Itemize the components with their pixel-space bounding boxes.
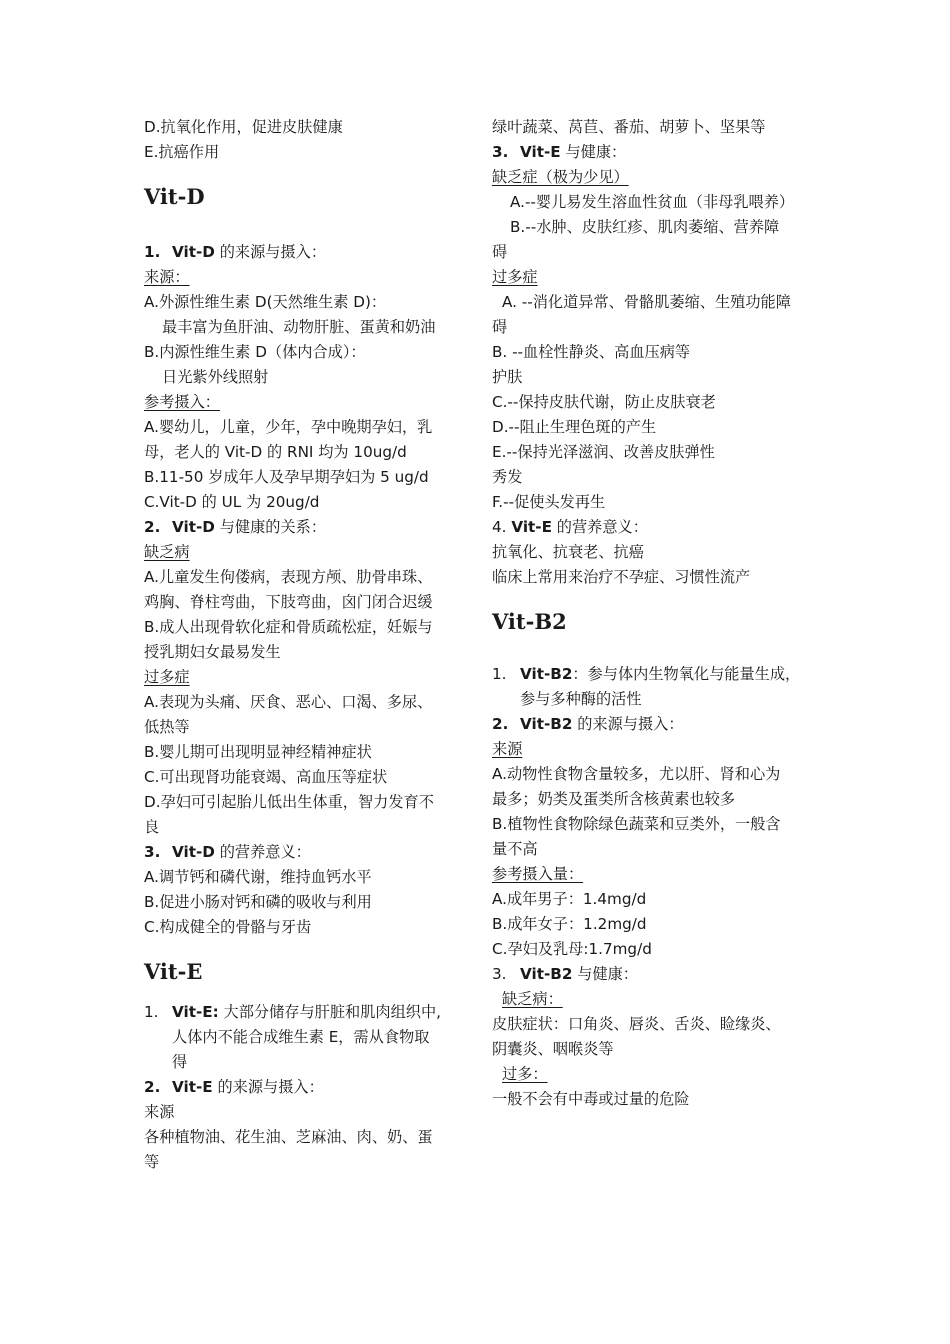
text-line: 人体内不能合成维生素 E，需从食物取 [172, 1028, 430, 1046]
text-line: D.孕妇可引起胎儿低出生体重，智力发育不 [144, 793, 434, 811]
subheading-reference-intake: 参考摄入量： [492, 865, 584, 883]
item-text: ：参与体内生物氧化与能量生成， [572, 665, 801, 683]
item-text: 大部分储存与肝脏和肌肉组织中, [223, 1003, 441, 1021]
text-line: B.内源性维生素 D（体内合成）： [144, 343, 366, 361]
text-line: 母，老人的 Vit-D 的 RNI 均为 10ug/d [144, 443, 407, 461]
item-text: 的营养意义： [219, 843, 311, 861]
text-line: A.动物性食物含量较多，尤以肝、肾和心为 [492, 765, 781, 783]
text-line: D.抗氧化作用，促进皮肤健康 [144, 118, 343, 136]
text-line: A. --消化道异常、骨骼肌萎缩、生殖功能障 [502, 293, 791, 311]
item-number: 4. [492, 518, 507, 536]
text-line: 低热等 [144, 718, 190, 736]
text-line: B.--水肿、皮肤红疹、肌肉萎缩、营养障 [510, 218, 780, 236]
item-number: 3. [144, 843, 161, 861]
text-line: A.儿童发生佝偻病，表现方颅、肋骨串珠、 [144, 568, 433, 586]
subheading-source: 来源 [492, 740, 523, 758]
item-text: 与健康的关系： [219, 518, 327, 536]
numbered-item [492, 140, 822, 165]
numbered-item [492, 962, 822, 987]
item-text: 的来源与摄入： [219, 243, 327, 261]
text-line: C.Vit-D 的 UL 为 20ug/d [144, 493, 320, 511]
section-heading-vit-d: Vit-D [144, 184, 205, 209]
text-line: C.--保持皮肤代谢，防止皮肤衰老 [492, 393, 716, 411]
subheading-skin-care: 护肤 [492, 368, 523, 386]
item-number: 1. [144, 243, 161, 261]
text-line: 皮肤症状：口角炎、唇炎、舌炎、睑缘炎、 [492, 1015, 781, 1033]
item-text: 的营养意义： [556, 518, 648, 536]
text-line: B.11-50 岁成年人及孕早期孕妇为 5 ug/d [144, 468, 429, 486]
text-line: 最多；奶类及蛋类所含核黄素也较多 [492, 790, 735, 808]
text-line: 得 [172, 1053, 188, 1071]
numbered-item [144, 1000, 474, 1025]
right-column [492, 115, 822, 1112]
numbered-item [492, 712, 822, 737]
text-line: 阴囊炎、咽喉炎等 [492, 1040, 614, 1058]
text-line: 最丰富为鱼肝油、动物肝脏、蛋黄和奶油 [162, 318, 436, 336]
numbered-item [492, 515, 822, 540]
item-bold: Vit-D [172, 243, 215, 261]
numbered-item [144, 515, 474, 540]
item-number: 3. [492, 143, 509, 161]
text-line: D.--阻止生理色斑的产生 [492, 418, 657, 436]
item-bold: Vit-E [172, 1078, 213, 1096]
left-column [144, 115, 474, 1175]
text-line: 一般不会有中毒或过量的危险 [492, 1090, 690, 1108]
section-heading-vit-e: Vit-E [144, 959, 203, 984]
text-line: 碍 [492, 243, 508, 261]
item-text: 的来源与摄入： [577, 715, 684, 733]
subheading-deficiency: 缺乏病 [144, 543, 190, 561]
numbered-item [144, 240, 474, 265]
text-line: 良 [144, 818, 160, 836]
text-line: A.成年男子：1.4mg/d [492, 890, 647, 908]
text-line: C.可出现肾功能衰竭、高血压等症状 [144, 768, 388, 786]
item-number: 1. [492, 665, 507, 683]
subheading-hair: 秀发 [492, 468, 523, 486]
item-text: 与健康： [565, 143, 627, 161]
numbered-item [492, 662, 822, 687]
subheading-deficiency: 缺乏病： [502, 990, 563, 1008]
text-line: 日光紫外线照射 [162, 368, 269, 386]
subheading-deficiency: 缺乏症（极为少见） [492, 168, 629, 186]
text-line: 绿叶蔬菜、莴苣、番茄、胡萝卜、坚果等 [492, 118, 766, 136]
text-line: B.婴儿期可出现明显神经精神症状 [144, 743, 372, 761]
subheading-source: 来源 [144, 1103, 175, 1121]
text-line: 各种植物油、花生油、芝麻油、肉、奶、蛋 [144, 1128, 433, 1146]
text-line: F.--促使头发再生 [492, 493, 606, 511]
item-number: 2. [144, 1078, 161, 1096]
numbered-item [144, 840, 474, 865]
text-line: A.婴幼儿，儿童，少年，孕中晚期孕妇，乳 [144, 418, 433, 436]
item-bold: Vit-B2 [520, 965, 573, 983]
text-line: E.--保持光泽滋润、改善皮肤弹性 [492, 443, 715, 461]
text-line: B. --血栓性静炎、高血压病等 [492, 343, 691, 361]
text-line: B.成人出现骨软化症和骨质疏松症，妊娠与 [144, 618, 433, 636]
text-line: B.促进小肠对钙和磷的吸收与利用 [144, 893, 372, 911]
item-bold: Vit-D [172, 843, 215, 861]
text-line: 参与多种酶的活性 [520, 690, 642, 708]
item-bold: Vit-B2 [520, 665, 573, 683]
subheading-excess: 过多症 [492, 268, 538, 286]
numbered-item [144, 1075, 474, 1100]
text-line: A.外源性维生素 D(天然维生素 D)： [144, 293, 387, 311]
item-text: 与健康： [577, 965, 638, 983]
text-line: B.植物性食物除绿色蔬菜和豆类外，一般含 [492, 815, 781, 833]
text-line: 碍 [492, 318, 508, 336]
item-bold: Vit-D [172, 518, 215, 536]
subheading-excess: 过多症 [144, 668, 190, 686]
subheading-reference-intake: 参考摄入： [144, 393, 220, 411]
subheading-source: 来源： [144, 268, 190, 286]
text-line: 抗氧化、抗衰老、抗癌 [492, 543, 644, 561]
item-number: 2. [492, 715, 509, 733]
text-line: 等 [144, 1153, 160, 1171]
item-number: 2. [144, 518, 161, 536]
text-line: A.调节钙和磷代谢，维持血钙水平 [144, 868, 372, 886]
item-bold: Vit-E [520, 143, 561, 161]
item-bold: Vit-B2 [520, 715, 573, 733]
text-line: 量不高 [492, 840, 538, 858]
item-text: 的来源与摄入： [217, 1078, 324, 1096]
item-number: 3. [492, 965, 507, 983]
text-line: C.构成健全的骨骼与牙齿 [144, 918, 312, 936]
subheading-excess: 过多： [502, 1065, 548, 1083]
section-heading-vit-b2: Vit-B2 [492, 609, 567, 634]
text-line: 授乳期妇女最易发生 [144, 643, 281, 661]
item-bold: Vit-E [511, 518, 552, 536]
text-line: A.--婴儿易发生溶血性贫血（非母乳喂养） [510, 193, 795, 211]
text-line: C.孕妇及乳母:1.7mg/d [492, 940, 652, 958]
text-line: B.成年女子：1.2mg/d [492, 915, 647, 933]
text-line: A.表现为头痛、厌食、恶心、口渴、多尿、 [144, 693, 433, 711]
item-number: 1. [144, 1003, 159, 1021]
text-line: E.抗癌作用 [144, 143, 220, 161]
text-line: 临床上常用来治疗不孕症、习惯性流产 [492, 568, 751, 586]
text-line: 鸡胸、脊柱弯曲，下肢弯曲，囟门闭合迟缓 [144, 593, 433, 611]
item-bold: Vit-E: [172, 1003, 219, 1021]
